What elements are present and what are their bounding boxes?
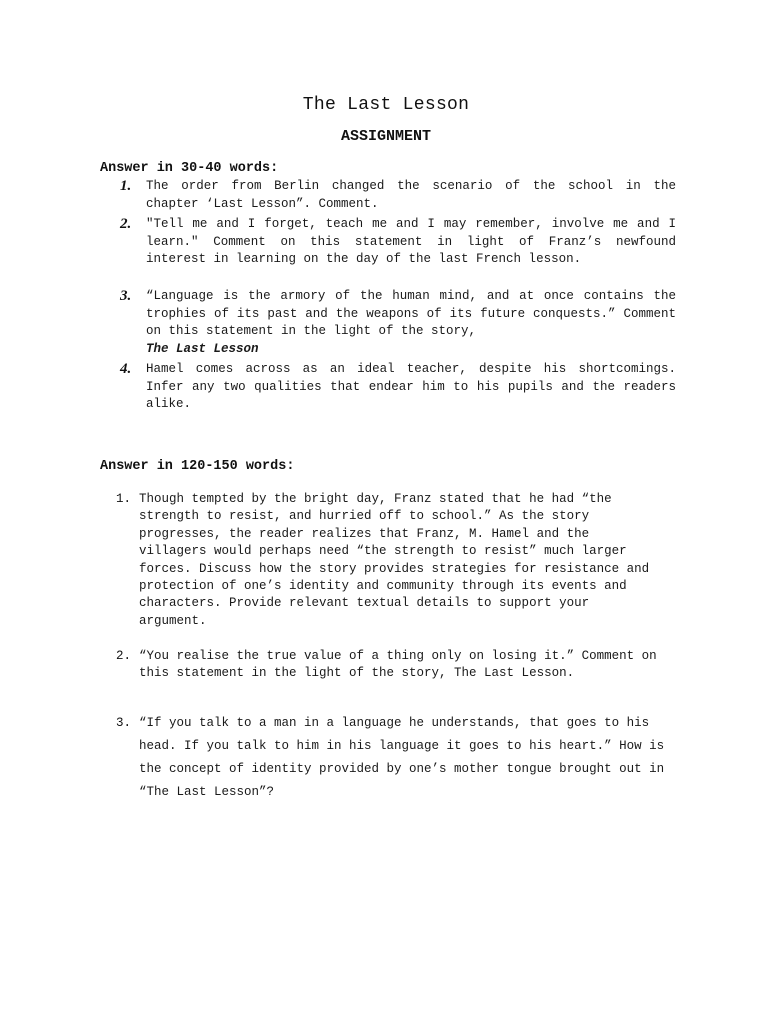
item-text: The order from Berlin changed the scenario of the school in the chapter ‘Last Lesson”. Comment. bbox=[146, 179, 676, 211]
item-text: “If you talk to a man in a language he understands, that goes to his head. If you talk to him in his language it goes to his heart.” How is the concept of identity provided by one’s mother tongue brought out in “The Last Lesson”? bbox=[139, 716, 665, 799]
item-number: 1. bbox=[120, 178, 132, 194]
list-item bbox=[120, 178, 676, 213]
document-subtitle: ASSIGNMENT bbox=[340, 128, 431, 145]
item-number: 2. bbox=[120, 216, 132, 232]
item-text: “You realise the true value of a thing only on losing it.” Comment on this statement in the light of the story, The Last Lesson. bbox=[139, 649, 657, 681]
story-title-emphasis: The Last Lesson bbox=[146, 341, 259, 356]
document-title: The Last Lesson bbox=[302, 95, 470, 115]
item-number: 3. bbox=[116, 716, 132, 730]
list-item bbox=[120, 216, 676, 269]
list-item bbox=[116, 648, 664, 683]
item-text: “Language is the armory of the human mind, and at once contains the trophies of its past and the weapons of its future conquests.” Comment on this statement in the light of the story, bbox=[146, 289, 676, 338]
item-text-container bbox=[146, 288, 676, 358]
item-text: "Tell me and I forget, teach me and I may remember, involve me and I learn." Comment on this statement in light of Franz’s newfound interest in learning on the day of the last French lesson. bbox=[146, 217, 676, 266]
section-heading-long-answers: Answer in 120-150 words: bbox=[100, 459, 295, 474]
list-item bbox=[120, 288, 676, 358]
item-number: 3. bbox=[120, 288, 132, 304]
item-number: 2. bbox=[116, 649, 132, 663]
list-item bbox=[120, 361, 676, 414]
item-number: 4. bbox=[120, 361, 132, 377]
item-number: 1. bbox=[116, 492, 132, 506]
item-text: Though tempted by the bright day, Franz stated that he had “the strength to resist, and hurried off to school.” As the story progresses, the reader realizes that Franz, M. Hamel and the villagers would perhaps need “the strength to resist” much larger forces. Discuss how the story provides strategies for resistance and protection of one’s identity and community through its events and characters. Provide relevant textual details to support your argument. bbox=[139, 492, 650, 628]
list-item bbox=[116, 712, 676, 804]
item-text: Hamel comes across as an ideal teacher, despite his shortcomings. Infer any two qualities that endear him to his pupils and the readers alike. bbox=[146, 362, 676, 411]
list-item bbox=[116, 491, 664, 630]
section-heading-short-answers: Answer in 30-40 words: bbox=[100, 161, 279, 176]
